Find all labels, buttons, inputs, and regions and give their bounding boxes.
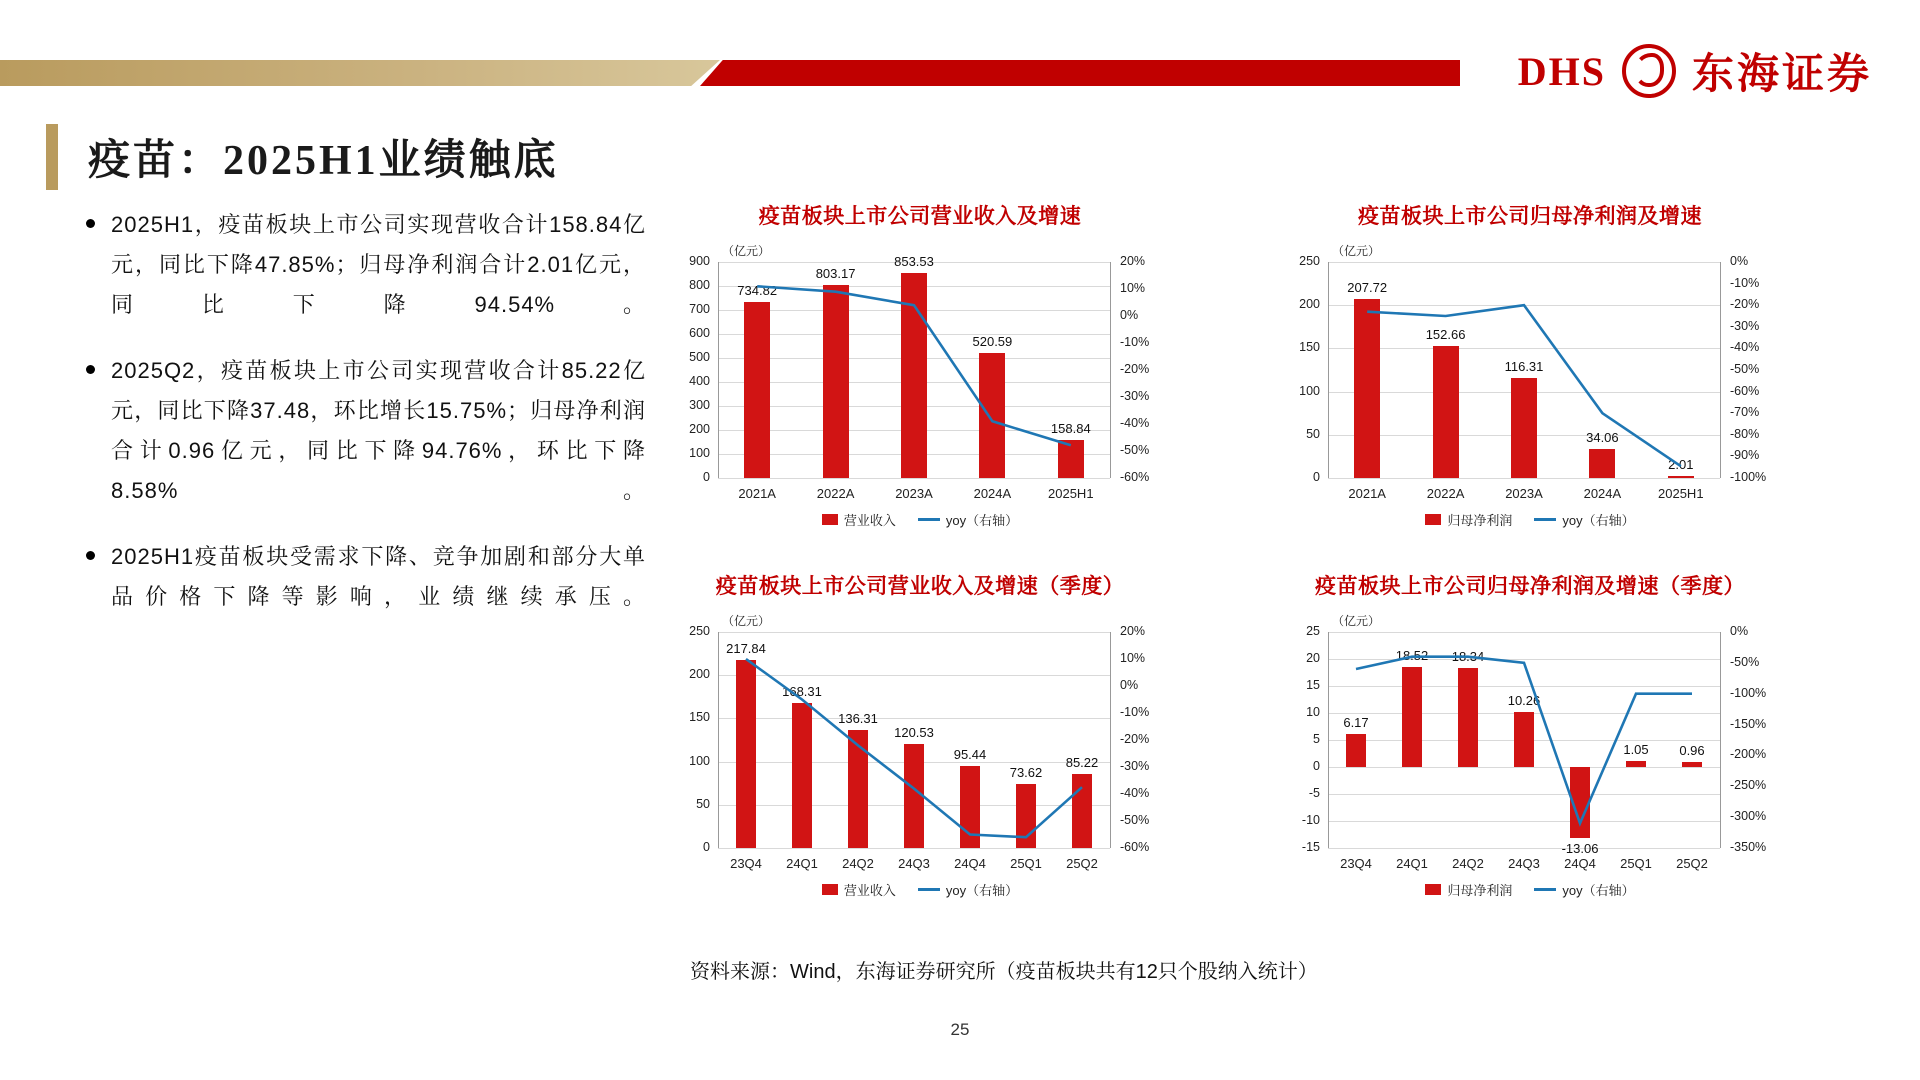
source-note: 资料来源：Wind，东海证券研究所（疫苗板块共有12只个股纳入统计） <box>690 961 1318 983</box>
chart-panel-profit-quarterly <box>1270 570 1790 906</box>
y-axis-tick-label: 200 <box>689 667 710 682</box>
y-axis-tick-label: -15 <box>1301 840 1320 854</box>
y-axis-tick-label: 150 <box>1299 340 1320 355</box>
x-axis-tick-label: 24Q3 <box>898 856 930 871</box>
legend-item-line: yoy（右轴） <box>918 510 1018 529</box>
y-axis-tick-label: 10 <box>1306 705 1320 719</box>
x-axis-tick-label: 2022A <box>816 486 855 501</box>
chart-panel-revenue-annual <box>660 200 1180 536</box>
x-axis-tick-label: 25Q1 <box>1620 856 1652 871</box>
bar-value-label: -13.06 <box>1561 840 1599 856</box>
y-axis-tick-label: 50 <box>1306 426 1320 441</box>
y2-axis-tick-label: -30% <box>1120 389 1150 403</box>
bar-value-label: 10.26 <box>1507 692 1541 708</box>
list-item <box>86 537 646 617</box>
axis-unit-label: （亿元） <box>1332 614 1381 628</box>
bullet-list <box>86 205 646 643</box>
y-axis-tick-label: 0 <box>1313 759 1320 773</box>
y-axis-tick-label: 5 <box>1313 732 1320 746</box>
chart-legend <box>660 880 1180 899</box>
y2-axis-tick-label: -50% <box>1120 443 1150 457</box>
chart-plot-area <box>660 606 1180 906</box>
bullet-text: 2025H1，疫苗板块上市公司实现营收合计158.84亿元，同比下降47.85%；归母净利润合计2.01亿元，同比下降94.54%。 <box>111 212 646 317</box>
y2-axis-tick-label: 10% <box>1120 281 1146 295</box>
bar-value-label: 73.62 <box>1009 765 1043 781</box>
x-axis-tick-label: 2025H1 <box>1658 486 1704 501</box>
bar-value-label: 18.34 <box>1451 648 1485 664</box>
y-axis-tick-label: 300 <box>689 398 710 412</box>
y2-axis-tick-label: -90% <box>1730 448 1760 463</box>
y2-axis-tick-label: -40% <box>1120 416 1150 430</box>
y2-axis-tick-label: 0% <box>1730 254 1749 268</box>
bar-value-label: 734.82 <box>737 282 778 298</box>
y-axis-tick-label: 25 <box>1306 624 1320 638</box>
y2-axis-tick-label: -100% <box>1730 470 1767 484</box>
y2-axis-tick-label: 20% <box>1120 254 1146 268</box>
y2-axis-tick-label: -70% <box>1730 405 1760 420</box>
y2-axis-tick-label: -50% <box>1730 362 1760 376</box>
bullet-dot-icon <box>86 219 95 228</box>
y-axis-tick-label: 20 <box>1306 651 1320 665</box>
y-axis-tick-label: 250 <box>1299 254 1320 268</box>
x-axis-tick-label: 2021A <box>1348 486 1386 501</box>
y-axis-tick-label: 50 <box>696 796 710 811</box>
bullet-dot-icon <box>86 365 95 374</box>
y-axis-tick-label: 100 <box>1299 383 1320 398</box>
y-axis-tick-label: 200 <box>1299 297 1320 312</box>
x-axis-tick-label: 24Q1 <box>1396 856 1428 871</box>
y-axis-tick-label: 100 <box>689 753 710 768</box>
y-axis-tick-label: 0 <box>703 840 710 854</box>
list-item <box>86 205 646 325</box>
bar-value-label: 152.66 <box>1425 327 1466 343</box>
x-axis-tick-label: 2023A <box>895 486 933 501</box>
y2-axis-tick-label: 0% <box>1730 624 1749 638</box>
chart-plot-area <box>660 236 1180 536</box>
legend-item-bar: 归母净利润 <box>1425 510 1512 529</box>
y2-axis-tick-label: 0% <box>1120 308 1139 322</box>
chart-panel-profit-annual <box>1270 200 1790 536</box>
y2-axis-tick-label: -150% <box>1730 716 1767 731</box>
legend-item-line: yoy（右轴） <box>1534 880 1634 899</box>
y-axis-tick-label: 600 <box>689 326 710 340</box>
bar-value-label: 18.52 <box>1395 647 1429 663</box>
bar-value-label: 120.53 <box>894 724 934 740</box>
axis-unit-label: （亿元） <box>722 614 771 628</box>
y2-axis-tick-label: 0% <box>1120 678 1139 692</box>
legend-item-line: yoy（右轴） <box>918 880 1018 899</box>
x-axis-tick-label: 2022A <box>1426 486 1465 501</box>
y-axis-tick-label: 0 <box>703 470 710 484</box>
y2-axis-tick-label: -30% <box>1120 759 1150 773</box>
bar-value-label: 0.96 <box>1679 742 1705 758</box>
y2-axis-tick-label: -20% <box>1120 732 1150 746</box>
logo-abbr-text: DHS <box>1517 48 1606 94</box>
y-axis-tick-label: 800 <box>689 278 710 292</box>
x-axis-tick-label: 25Q2 <box>1066 856 1098 871</box>
legend-item-bar: 营业收入 <box>822 510 896 529</box>
chart-title: 疫苗板块上市公司归母净利润及增速（季度） <box>1315 575 1745 598</box>
y-axis-tick-label: 200 <box>689 422 710 436</box>
x-axis-tick-label: 2023A <box>1505 486 1543 501</box>
axis-unit-label: （亿元） <box>722 244 771 258</box>
chart-title: 疫苗板块上市公司营业收入及增速 <box>758 205 1082 228</box>
y2-axis-tick-label: -10% <box>1730 275 1760 290</box>
bar-value-label: 2.01 <box>1668 457 1694 473</box>
chart-plot-area <box>1270 606 1790 906</box>
legend-item-line: yoy（右轴） <box>1534 510 1634 529</box>
x-axis-tick-label: 24Q4 <box>1564 856 1596 871</box>
bar-value-label: 136.31 <box>838 711 878 727</box>
bullet-dot-icon <box>86 551 95 560</box>
x-axis-tick-label: 2024A <box>973 486 1012 501</box>
x-axis-tick-label: 2021A <box>738 486 776 501</box>
y2-axis-tick-label: -250% <box>1730 778 1767 793</box>
y-axis-tick-label: 150 <box>689 710 710 725</box>
y2-axis-tick-label: -60% <box>1120 840 1150 854</box>
y2-axis-tick-label: -50% <box>1730 654 1760 669</box>
y-axis-tick-label: 700 <box>689 302 710 316</box>
y-axis-tick-label: 500 <box>689 350 710 364</box>
title-accent-bar <box>46 124 58 190</box>
list-item <box>86 351 646 511</box>
bar-value-label: 1.05 <box>1623 742 1649 758</box>
y2-axis-tick-label: -200% <box>1730 747 1767 762</box>
chart-title: 疫苗板块上市公司营业收入及增速（季度） <box>715 575 1125 598</box>
page-title <box>46 124 559 190</box>
y2-axis-tick-label: -300% <box>1730 809 1767 824</box>
x-axis-tick-label: 2024A <box>1583 486 1622 501</box>
y2-axis-tick-label: -40% <box>1120 786 1150 800</box>
bar-value-label: 34.06 <box>1586 429 1619 445</box>
bullet-text: 2025Q2，疫苗板块上市公司实现营收合计85.22亿元，同比下降37.48，环比增长15.75%；归母净利润合计0.96亿元，同比下降94.76%，环比下降8.58%。 <box>111 358 646 503</box>
bar-value-label: 207.72 <box>1347 279 1388 295</box>
x-axis-tick-label: 23Q4 <box>730 856 762 871</box>
y-axis-tick-label: 15 <box>1306 678 1320 692</box>
x-axis-tick-label: 23Q4 <box>1340 856 1372 871</box>
y2-axis-tick-label: 20% <box>1120 624 1146 638</box>
legend-item-bar: 营业收入 <box>822 880 896 899</box>
chart-legend <box>1270 510 1790 529</box>
y2-axis-tick-label: -100% <box>1730 685 1767 700</box>
bar-value-label: 217.84 <box>726 640 766 656</box>
logo-mark-icon <box>1620 42 1678 100</box>
header-red-stripe <box>700 60 1460 86</box>
y-axis-tick-label: -10 <box>1301 813 1320 827</box>
bar-value-label: 116.31 <box>1504 358 1544 374</box>
page-number: 25 <box>950 1020 970 1039</box>
bar-value-label: 95.44 <box>953 746 987 762</box>
y2-axis-tick-label: -60% <box>1730 383 1760 398</box>
header-gold-stripe <box>0 60 720 86</box>
y2-axis-tick-label: -30% <box>1730 318 1760 333</box>
chart-title: 疫苗板块上市公司归母净利润及增速 <box>1358 205 1702 228</box>
y2-axis-tick-label: -20% <box>1120 362 1150 376</box>
chart-legend <box>1270 880 1790 899</box>
chart-panel-revenue-quarterly <box>660 570 1180 906</box>
y2-axis-tick-label: -350% <box>1730 840 1767 854</box>
x-axis-tick-label: 24Q1 <box>786 856 818 871</box>
y-axis-tick-label: 900 <box>689 254 710 268</box>
company-logo <box>1518 40 1872 102</box>
x-axis-tick-label: 25Q1 <box>1010 856 1042 871</box>
bullet-text: 2025H1疫苗板块受需求下降、竞争加剧和部分大单品价格下降等影响，业绩继续承压。 <box>111 544 646 609</box>
bar-value-label: 6.17 <box>1343 714 1369 730</box>
legend-item-bar: 归母净利润 <box>1425 880 1512 899</box>
bar-value-label: 85.22 <box>1065 755 1099 771</box>
chart-legend <box>660 510 1180 529</box>
y2-axis-tick-label: -60% <box>1120 470 1150 484</box>
y2-axis-tick-label: -50% <box>1120 813 1150 827</box>
y2-axis-tick-label: -40% <box>1730 340 1760 355</box>
y2-axis-tick-label: -10% <box>1120 705 1150 719</box>
y2-axis-tick-label: -10% <box>1120 335 1150 349</box>
bar-value-label: 520.59 <box>972 334 1013 350</box>
chart-plot-area <box>1270 236 1790 536</box>
y-axis-tick-label: 0 <box>1313 470 1320 484</box>
axis-unit-label: （亿元） <box>1332 244 1381 258</box>
bar-value-label: 853.53 <box>894 254 934 270</box>
logo-company-name: 东海证券 <box>1691 52 1872 98</box>
x-axis-tick-label: 24Q2 <box>842 856 874 871</box>
y-axis-tick-label: -5 <box>1308 786 1320 800</box>
y-axis-tick-label: 100 <box>689 446 710 460</box>
y-axis-tick-label: 400 <box>689 374 710 388</box>
y2-axis-tick-label: -20% <box>1730 297 1760 312</box>
x-axis-tick-label: 24Q3 <box>1508 856 1540 871</box>
x-axis-tick-label: 24Q2 <box>1452 856 1484 871</box>
x-axis-tick-label: 24Q4 <box>954 856 986 871</box>
y-axis-tick-label: 250 <box>689 624 710 638</box>
x-axis-tick-label: 2025H1 <box>1048 486 1094 501</box>
y2-axis-tick-label: -80% <box>1730 426 1760 441</box>
title-text: 疫苗：2025H1业绩触底 <box>88 138 559 184</box>
bar-value-label: 803.17 <box>815 266 856 282</box>
x-axis-tick-label: 25Q2 <box>1676 856 1708 871</box>
y2-axis-tick-label: 10% <box>1120 651 1146 665</box>
bar-value-label: 158.84 <box>1050 420 1091 436</box>
bar-value-label: 168.31 <box>782 683 822 699</box>
